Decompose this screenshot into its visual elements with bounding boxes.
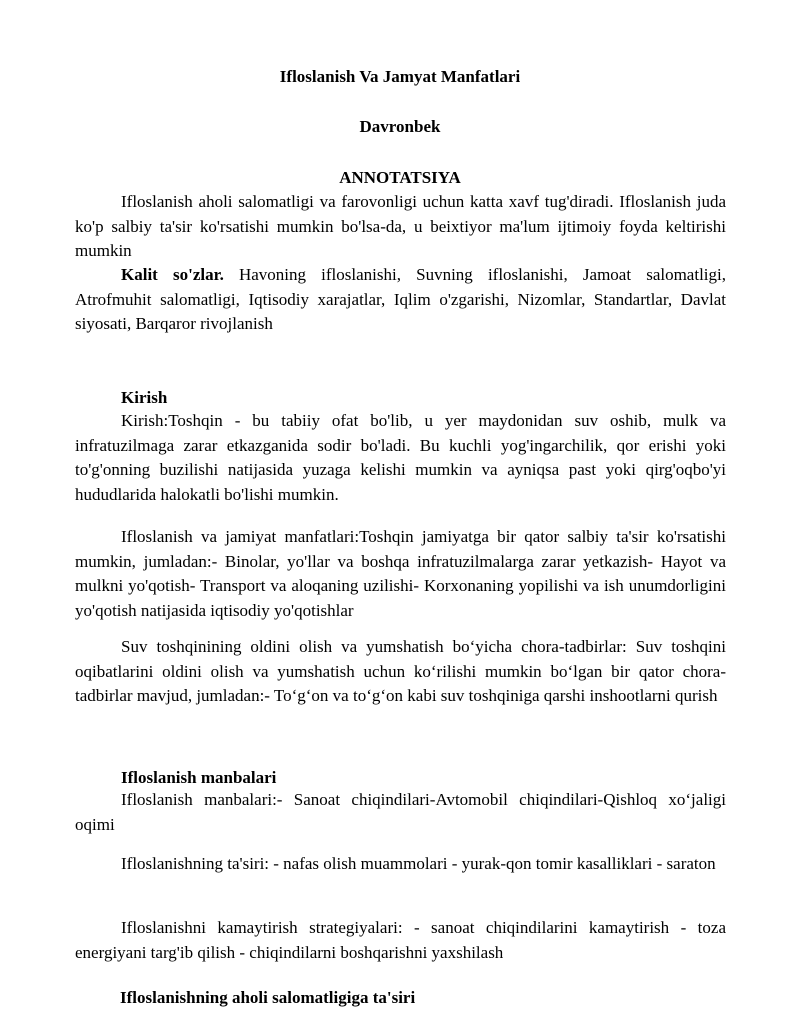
author-name: Davronbek	[359, 117, 441, 136]
intro-paragraph-1: Kirish:Toshqin - bu tabiiy ofat bo'lib, u yer maydonidan suv oshib, mulk va infratuzilmaga zarar etkazganida sodir bo'ladi. Bu kuchli yog'ingarchilik, qor erishi yoki to'g'onning buzilishi natijasida yuzaga kelishi mumkin va ayniqsa past yoki qirg'oqbo'yi hududlarida halokatli bo'lishi mumkin.	[75, 411, 726, 504]
section-heading-sources: Ifloslanish manbalari	[121, 768, 277, 787]
abstract-text: Ifloslanish aholi salomatligi va farovonligi uchun katta xavf tug'diradi. Ifloslanish juda ko'p salbiy ta'sir ko'rsatishi mumkin bo'lsa-da, u beixtiyor ma'lum ijtimoiy foyda keltirishi mumkin	[75, 192, 726, 260]
keywords-text: Havoning ifloslanishi, Suvning ifloslanishi, Jamoat salomatligi, Atrofmuhit salomatligi, Iqtisodiy xarajatlar, Iqlim o'zgarishi, Nizomlar, Standartlar, Davlat siyosati, Barqaror rivojlanish	[75, 265, 726, 333]
sources-paragraph-2: Ifloslanishning ta'siri: - nafas olish muammolari - yurak-qon tomir kasalliklari - saraton	[121, 854, 716, 873]
keywords-label: Kalit so'zlar.	[121, 265, 224, 284]
section-heading-health: Ifloslanishning aholi salomatligiga ta'siri	[120, 988, 416, 1007]
paper-title: Ifloslanish Va Jamyat Manfatlari	[279, 67, 521, 86]
intro-paragraph-3: Suv toshqinining oldini olish va yumshatish bo‘yicha chora-tadbirlar: Suv toshqini oqibatlarini oldini olish va yumshatish uchun ko‘rilishi mumkin bo‘lgan bir qator chora-tadbirlar mavjud, jumladan:- To‘g‘on va to‘g‘on kabi suv toshqiniga qarshi inshootlarni qurish	[75, 637, 726, 705]
keywords-paragraph	[75, 263, 726, 337]
sources-paragraph-1: Ifloslanish manbalari:- Sanoat chiqindilari-Avtomobil chiqindilari-Qishloq xo‘jaligi oqimi	[75, 790, 726, 834]
section-heading-intro: Kirish	[121, 388, 168, 407]
sources-paragraph-3: Ifloslanishni kamaytirish strategiyalari: - sanoat chiqindilarini kamaytirish - toza energiyani targ'ib qilish - chiqindilarni boshqarishni yaxshilash	[75, 918, 726, 962]
intro-paragraph-2: Ifloslanish va jamiyat manfatlari:Toshqin jamiyatga bir qator salbiy ta'sir ko'rsatishi mumkin, jumladan:- Binolar, yo'llar va boshqa infratuzilmalarga zarar yetkazish- Hayot va mulkni yo'qotish- Transport va aloqaning uzilishi- Korxonaning yopilishi va ish unumdorligini yo'qotish natijasida iqtisodiy yo'qotishlar	[75, 527, 726, 620]
abstract-heading: ANNOTATSIYA	[339, 168, 461, 187]
